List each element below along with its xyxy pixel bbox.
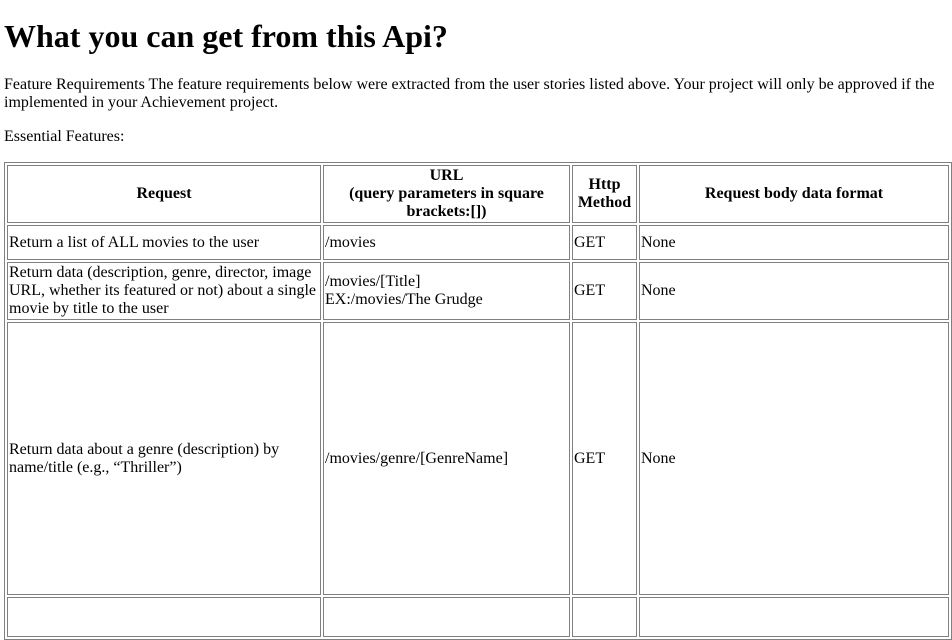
cell-request: Return data (description, genre, director, image URL, whether its featured or not) about a single movie by title to the user: [7, 262, 321, 320]
table-row: [7, 597, 949, 637]
header-body-format: Request body data format: [639, 165, 949, 223]
cell-body: None: [639, 225, 949, 260]
cell-url: /movies: [323, 225, 570, 260]
header-url: [323, 165, 570, 223]
page-title: What you can get from this Api?: [4, 18, 448, 54]
header-request: Request: [7, 165, 321, 223]
header-url-label: URL: [429, 167, 464, 184]
cell-method: GET: [572, 225, 637, 260]
table-row: [7, 322, 949, 595]
cell-body: [639, 597, 949, 637]
features-table: [4, 162, 952, 640]
cell-url: /movies/genre/[GenreName]: [323, 322, 570, 595]
url-pattern: /movies/[Title]: [325, 273, 421, 290]
table-row: [7, 262, 949, 320]
table-header-row: [7, 165, 949, 223]
url-example: EX:/movies/The Grudge: [325, 291, 483, 308]
cell-request: Return data about a genre (description) by name/title (e.g., “Thriller”): [7, 322, 321, 595]
cell-url: [323, 597, 570, 637]
header-url-note: (query parameters in square brackets:[]): [349, 185, 544, 220]
table-row: [7, 225, 949, 260]
cell-method: GET: [572, 322, 637, 595]
cell-method: [572, 597, 637, 637]
cell-body: None: [639, 262, 949, 320]
intro-paragraph: Feature Requirements The feature requirements below were extracted from the user stories listed above. Your project will only be approved if the implemented in your Achievement project.: [4, 76, 935, 111]
cell-request: Return a list of ALL movies to the user: [7, 225, 321, 260]
cell-body: None: [639, 322, 949, 595]
cell-method: GET: [572, 262, 637, 320]
header-method: Http Method: [572, 165, 637, 223]
cell-request: [7, 597, 321, 637]
cell-url: [323, 262, 570, 320]
essential-features-label: Essential Features:: [4, 128, 125, 145]
